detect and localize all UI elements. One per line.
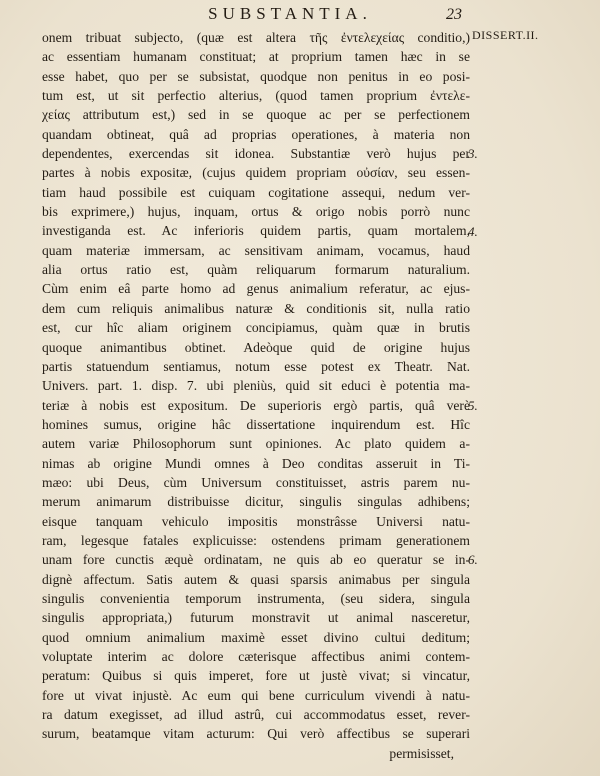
text-line: peratum: Quibus si quis imperet, fore ut justè vivat; si vincatur, xyxy=(42,668,470,684)
text-line: dependentes, exercendas sit idonea. Substantiæ verò hujus per xyxy=(42,146,470,162)
text-line: unam fore cunctis æquè ordinatam, ne quis ab eo queratur se in- xyxy=(42,552,470,568)
text-line: onem tribuat subjecto, (quæ est altera τῆς ἐντελεχείας conditio,) xyxy=(42,30,470,45)
margin-section-number: 3. xyxy=(468,146,478,162)
text-line: voluptate interim ac dolore cæterisque affectibus animi contem- xyxy=(42,649,470,664)
text-line: ram, legesque fatales explicuisse: ostendens primam generationem xyxy=(42,532,470,548)
text-line: ra datum exegisset, ad illud astrû, cui accommodatus esset, rever- xyxy=(42,707,470,723)
text-line: investiganda est. Ac inferioris quidem partis, quam mortalem, xyxy=(42,223,470,239)
body-text xyxy=(42,28,470,763)
text-line: bis exprimere,) hujus, inquam, ortus & origo nobis porrò nunc xyxy=(42,204,470,220)
text-line: quoque animantibus obtinet. Adeòque quid de origine hujus xyxy=(42,339,470,355)
running-title: SUBSTANTIA. xyxy=(208,4,372,23)
text-line: quam materiæ immersam, ac sensitivam animam, vocamus, haud xyxy=(42,242,470,258)
text-line: est, cur hîc aliam originem concipiamus, quàm quæ in brutis xyxy=(42,320,470,336)
text-line: tiam haud possibile est cuiquam cogitatione assequi, nedum ver- xyxy=(42,184,470,200)
text-line: dem cum reliquis animalibus naturæ & conditionis sit, nulla ratio xyxy=(42,300,470,316)
text-line: mæo: ubi Deus, cùm Universum constituisset, astris parem nu- xyxy=(42,474,470,490)
text-line: singulis convenientia temporum instrumenta, (seu sidera, singula xyxy=(42,590,470,606)
margin-section-number: 6. xyxy=(468,552,478,568)
text-line: autem variæ Philosophorum sunt opiniones. Ac plato quidem a- xyxy=(42,436,470,452)
margin-section-number: 5. xyxy=(468,397,478,413)
text-line: quandam obtineat, quâ ad proprias operationes, à materia non xyxy=(42,126,470,142)
text-line: permisisset, xyxy=(389,745,454,761)
text-line: Univers. part. 1. disp. 7. ubi pleniùs, quid sit educi è potentia ma- xyxy=(42,378,470,394)
text-line: esse habet, quo per se subsistat, quodque non penitus in eo posi- xyxy=(42,68,470,84)
text-line: χείας attributum est,) sed in se quoque ac per se perfectionem xyxy=(42,107,470,123)
margin-section-number: 4. xyxy=(468,223,478,239)
text-line: surum, beatamque vitam acturum: Qui verò affectibus se superari xyxy=(42,726,470,742)
text-line: merum animarum distribuisse dicitur, singulis singulas adhibens; xyxy=(42,494,470,510)
text-line: fore ut vivat injustè. Ac eum qui bene curriculum vivendi à natu- xyxy=(42,687,470,703)
text-line: homines sumus, origine hâc dissertatione inquirendum est. Hîc xyxy=(42,416,470,432)
margin-label-dissertation: DISSERT.II. xyxy=(472,28,539,42)
text-line: partes à nobis expositæ, (cujus quidem propriam οὐσίαν, seu essen- xyxy=(42,165,470,181)
text-line: Cùm enim eâ parte homo ad genus animalium referatur, ac ejus- xyxy=(42,281,470,297)
text-line: ac essentiam humanam constituat; at proprium tamen hæc in se xyxy=(42,49,470,65)
page-number: 23 xyxy=(446,6,462,23)
text-line: partis statuendum sentiamus, notum esse potest ex Theatr. Nat. xyxy=(42,358,470,374)
text-line: dignè affectum. Satis autem & quasi sparsis animabus per singula xyxy=(42,571,470,587)
text-line: eisque tanquam vehiculo impositis monstrâsse Universi natu- xyxy=(42,513,470,529)
text-line: teriæ à nobis est expositum. De superioris ergò partis, quâ verè xyxy=(42,397,470,413)
text-line: quod omnium animalium maximè esset divino cultui deditum; xyxy=(42,629,470,645)
text-line: singulis appropriata,) futurum monstravit ut animal nasceretur, xyxy=(42,610,470,626)
text-line: nimas ab origine Mundi omnes à Deo conditas asseruit in Ti- xyxy=(42,455,470,471)
text-line: tum est, ut sit perfectio alterius, (quod tamen proprium ἐντελε- xyxy=(42,88,470,104)
text-line: alia ortus ratio est, quàm reliquarum formarum naturalium. xyxy=(42,262,470,278)
